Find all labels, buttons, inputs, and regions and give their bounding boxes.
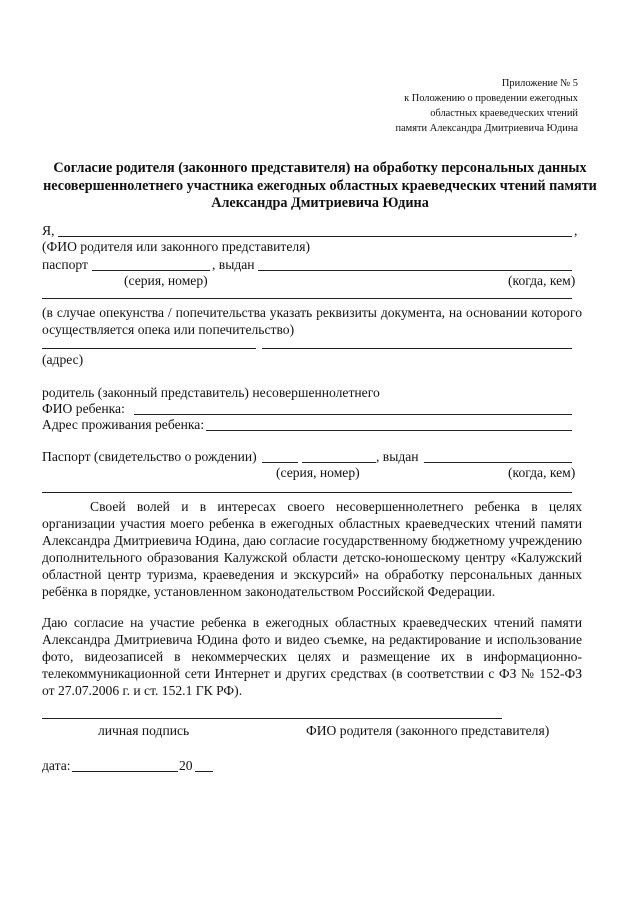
- year-field[interactable]: [195, 771, 213, 772]
- year-prefix: 20: [179, 758, 193, 773]
- passport-label: паспорт: [42, 257, 88, 272]
- child-fio-field[interactable]: [134, 414, 572, 415]
- passport-series-number-field[interactable]: [92, 270, 210, 271]
- parent-of-minor-text: родитель (законный представитель) несовершеннолетнего: [42, 385, 380, 400]
- birth-doc-series-field[interactable]: [262, 462, 298, 463]
- passport-extra-line[interactable]: [42, 298, 572, 299]
- date-field[interactable]: [72, 771, 178, 772]
- parent-fio-field[interactable]: [58, 236, 572, 237]
- appendix-line-2: к Положению о проведении ежегодных: [404, 93, 578, 104]
- comma: ,: [574, 223, 578, 238]
- ya-label: Я,: [42, 223, 55, 238]
- parent-fio-signature-label: ФИО родителя (законного представителя): [306, 723, 550, 738]
- issued-label: , выдан: [212, 257, 255, 272]
- appendix-line-4: памяти Александра Дмитриевича Юдина: [395, 123, 578, 134]
- title-line-1: Согласие родителя (законного представителя) на обработку персональных данных: [53, 160, 587, 176]
- signature-line[interactable]: [42, 718, 502, 719]
- consent-paragraph-2: Даю согласие на участие ребенка в ежегодных областных краеведческих чтений памяти Александра Дмитриевича Юдина фото и видео съемке, на редактирование и использование фото, видеозаписей в некоммерческих целях и размещение их в информационно-телекоммуникационной сети Интернет и других средствах (в соответствии с ФЗ № 152-ФЗ от 27.07.2006 г. и ст. 152.1 ГК РФ).: [42, 615, 582, 698]
- child-fio-label: ФИО ребенка:: [42, 401, 125, 416]
- appendix-number: Приложение № 5: [501, 78, 578, 89]
- appendix-line-3: областных краеведческих чтений: [430, 108, 578, 119]
- passport-issued-field[interactable]: [258, 270, 572, 271]
- consent-paragraph-1: Своей волей и в интересах своего несовершеннолетнего ребенка в целях организации участия моего ребенка в ежегодных областных краеведческих чтений памяти Александра Дмитриевича Юдина, даю согласие государственному бюджетному учреждению дополнительного образования Калужской области детско-юношескому центру «Калужский областной центр туризма, краеведения и экскурсий» на обработку персональных данных ребёнка в порядке, установленном законодательством Российской Федерации.: [42, 499, 582, 599]
- appendix-header: [395, 76, 578, 136]
- child-address-field[interactable]: [206, 430, 572, 431]
- document-title: [30, 160, 610, 213]
- birth-doc-extra-line[interactable]: [42, 492, 572, 493]
- personal-signature-label: личная подпись: [98, 723, 190, 738]
- date-label: дата:: [42, 758, 71, 773]
- birth-doc-issued-field[interactable]: [424, 462, 572, 463]
- series-number-hint: (серия, номер): [124, 273, 208, 288]
- issued-label-2: , выдан: [376, 449, 419, 464]
- parent-fio-hint: (ФИО родителя или законного представителя): [42, 239, 310, 254]
- birth-doc-number-field[interactable]: [302, 462, 376, 463]
- child-address-label: Адрес проживания ребенка:: [42, 417, 205, 432]
- address-field-part-1[interactable]: [42, 348, 256, 349]
- title-line-3: Александра Дмитриевича Юдина: [211, 195, 429, 211]
- series-number-hint-2: (серия, номер): [276, 465, 360, 480]
- when-by-whom-hint: (когда, кем): [508, 273, 576, 288]
- guardianship-note: (в случае опекунства / попечительства указать реквизиты документа, на основании которого осуществляется опека или попечительство): [42, 305, 582, 337]
- address-hint: (адрес): [42, 352, 84, 367]
- title-line-2: несовершеннолетнего участника ежегодных областных краеведческих чтений памяти: [43, 177, 597, 194]
- address-field-part-2[interactable]: [262, 348, 572, 349]
- birth-doc-label: Паспорт (свидетельство о рождении): [42, 449, 257, 464]
- when-by-whom-hint-2: (когда, кем): [508, 465, 576, 480]
